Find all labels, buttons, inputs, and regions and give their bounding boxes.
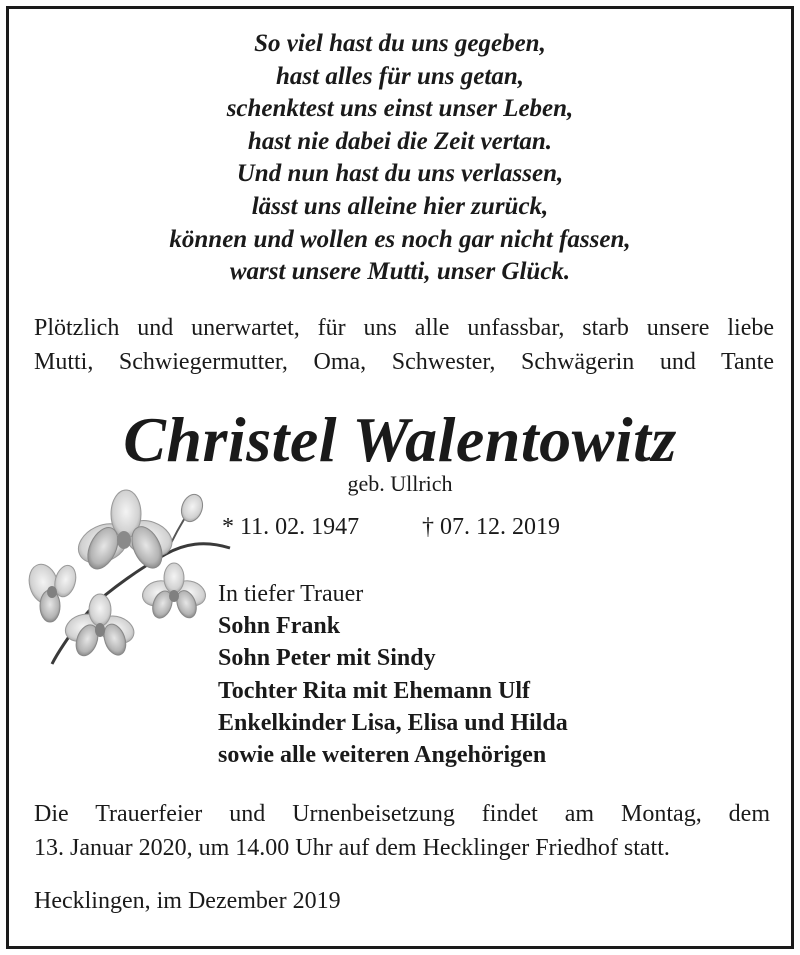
poem-line: warst unsere Mutti, unser Glück. [229,258,571,286]
poem-line: können und wollen es noch gar nicht fassen, [169,225,631,253]
death-date: † 07. 12. 2019 [422,514,560,540]
mourner-name: sowie alle weiteren Angehörigen [218,742,547,769]
poem-line: So viel hast du uns gegeben, [254,30,546,57]
birth-date: * 11. 02. 1947 [222,514,360,540]
poem-line: hast nie dabei die Zeit vertan. [247,127,553,155]
mourners-block [218,578,568,771]
mourning-heading: In tiefer Trauer [218,581,364,607]
announcement-line: Mutti, Schwiegermutter, Oma, Schwester, Schwägerin und Tante [34,349,774,375]
mourner-name: Enkelkinder Lisa, Elisa und Hilda [218,709,568,736]
announcement-line: Plötzlich und unerwartet, für uns alle unfassbar, starb unsere liebe [34,315,774,341]
orchid-flower-icon [24,488,244,678]
ceremony-line: Die Trauerfeier und Urnenbeisetzung findet am Montag, dem [34,801,770,827]
poem-line: lässt uns alleine hier zurück, [251,192,549,220]
announcement-text [34,311,774,379]
ceremony-line: 13. Januar 2020, um 14.00 Uhr auf dem Hecklinger Friedhof statt. [34,835,670,861]
birth-name: geb. Ullrich [347,471,453,496]
place-and-date: Hecklingen, im Dezember 2019 [34,888,341,914]
poem-line: hast alles für uns getan, [276,62,524,90]
poem-line: schenktest uns einst unser Leben, [226,95,574,123]
deceased-name: Christel Walentowitz [123,404,677,475]
mourner-name: Sohn Peter mit Sindy [218,645,436,672]
mourner-name: Tochter Rita mit Ehemann Ulf [218,677,530,704]
ceremony-info [34,797,770,865]
poem [0,28,800,289]
poem-line: Und nun hast du uns verlassen, [236,160,564,188]
mourner-name: Sohn Frank [218,613,341,640]
